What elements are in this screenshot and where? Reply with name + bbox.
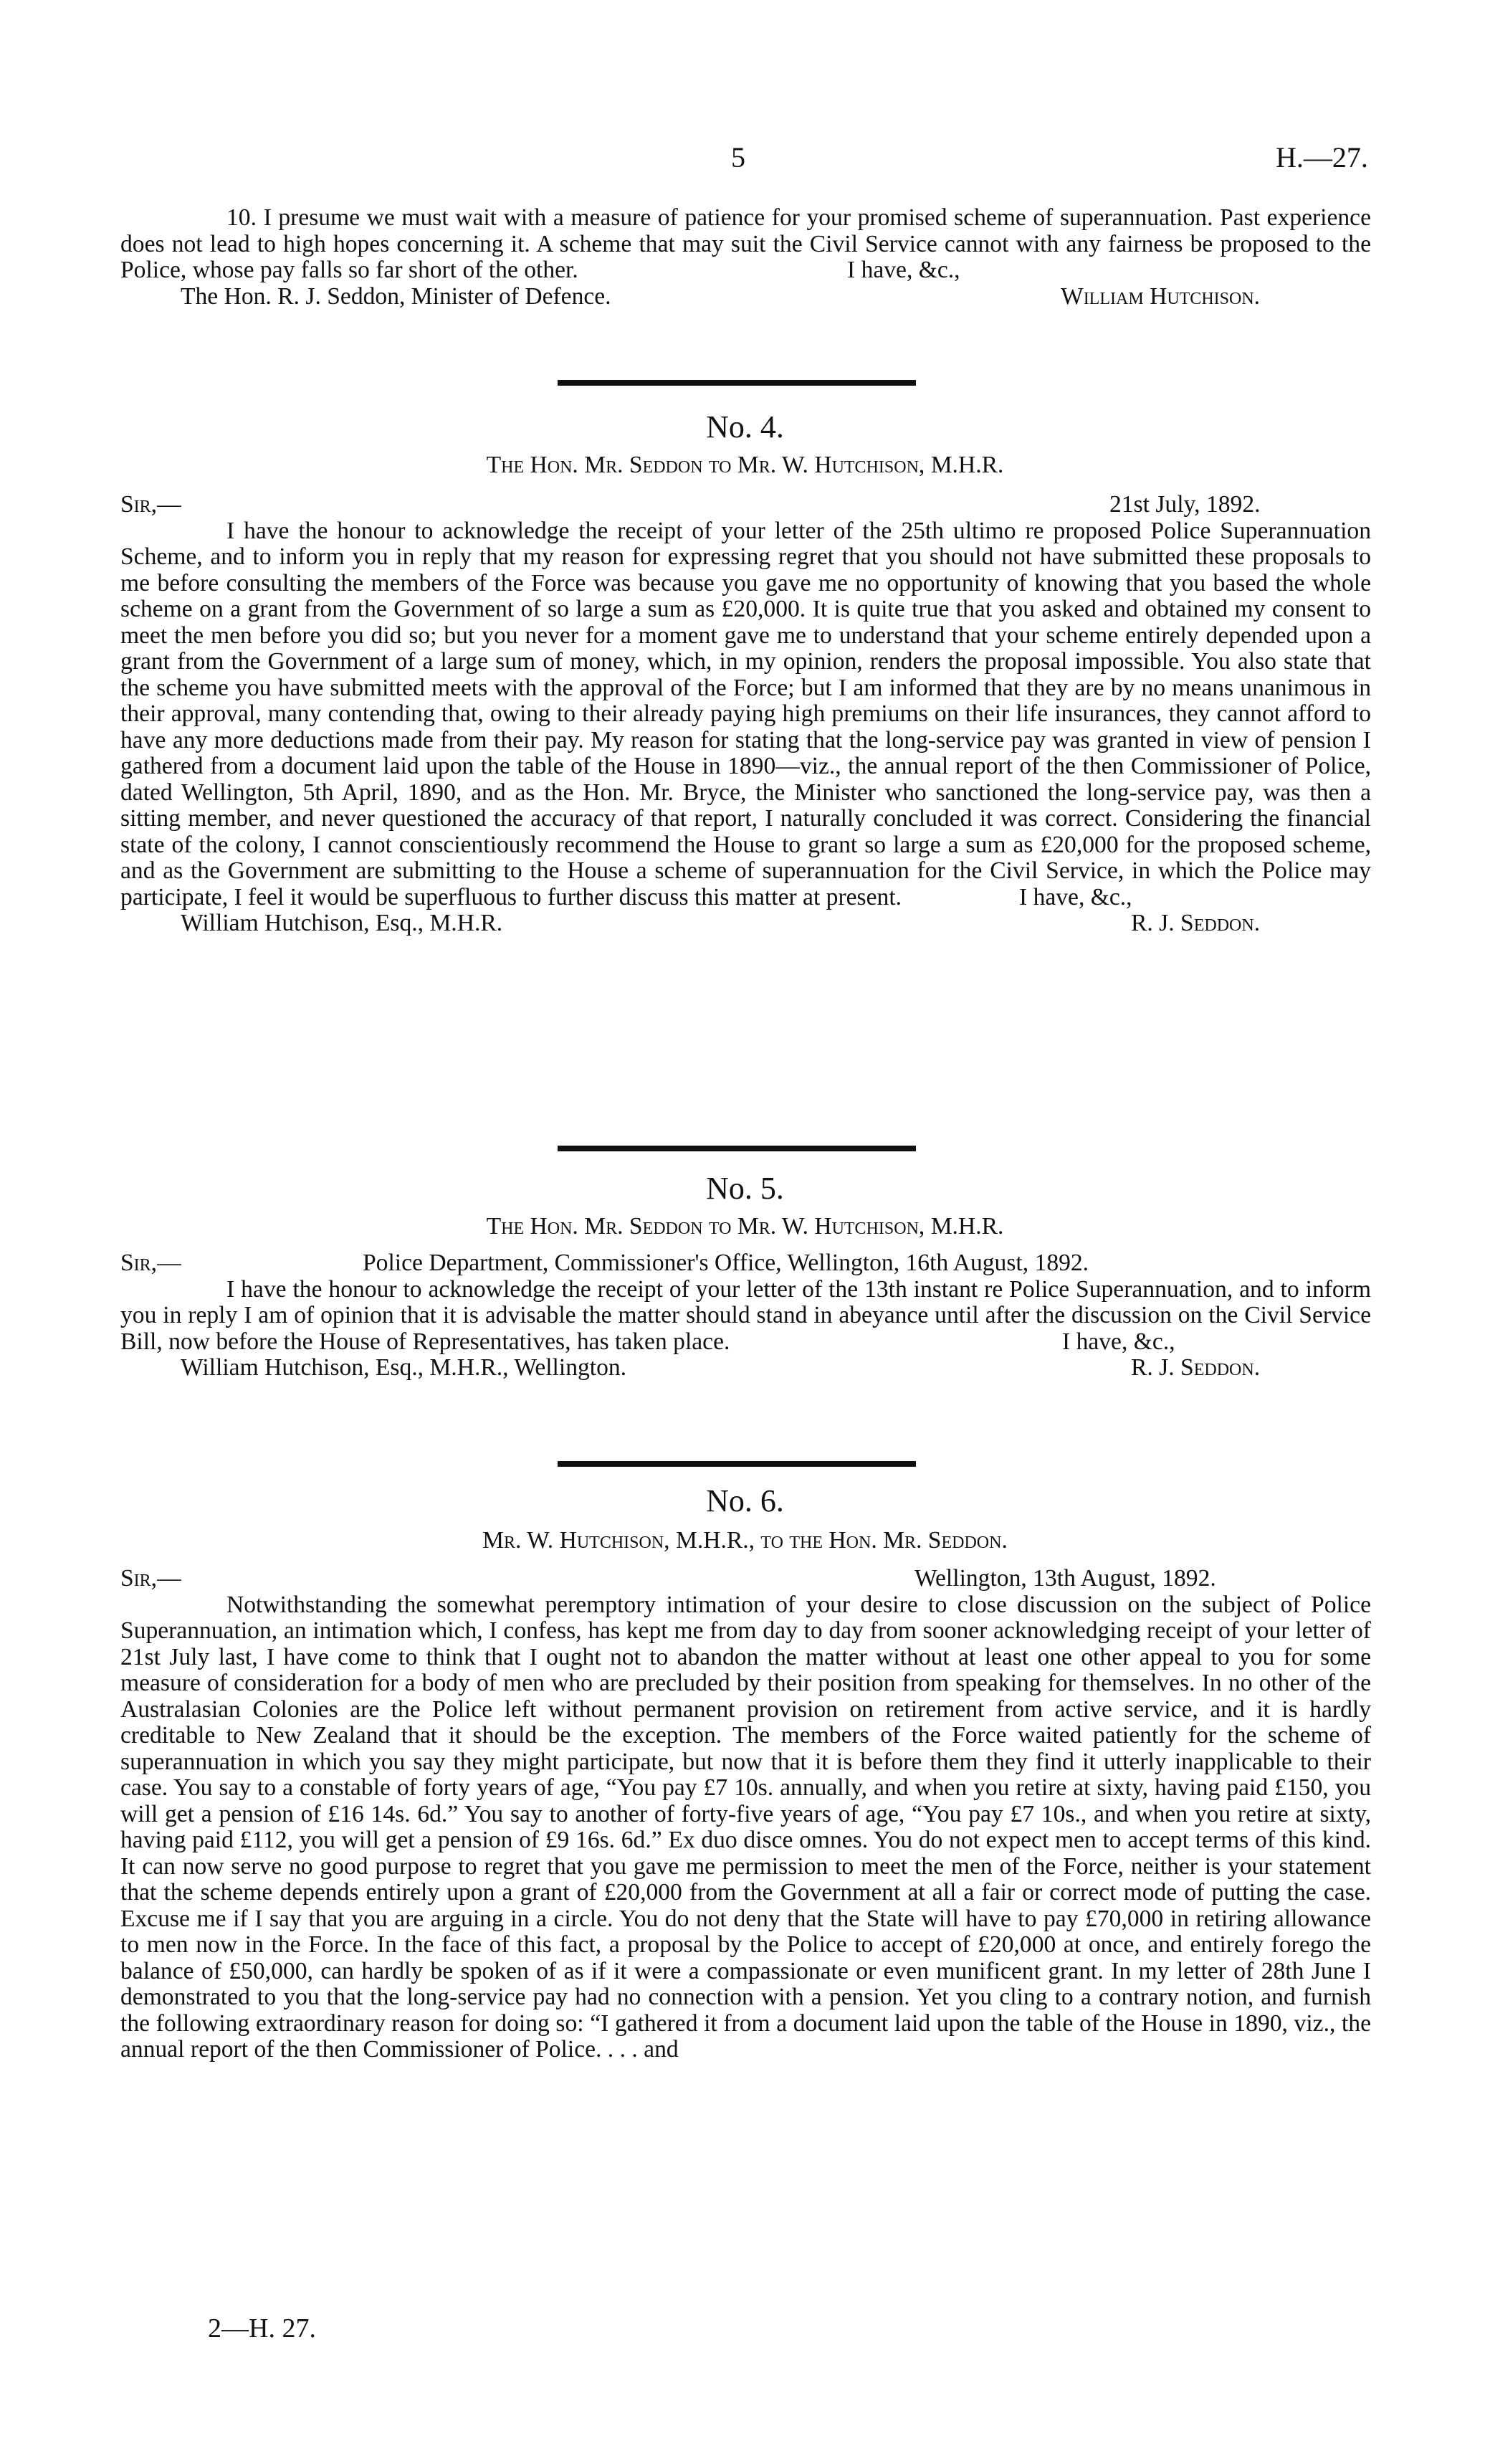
- signature: R. J. Seddon.: [1131, 910, 1261, 936]
- salutation: Sir,—: [120, 491, 181, 518]
- signature: William Hutchison.: [1061, 282, 1261, 310]
- letter-subheading-no4: The Hon. Mr. Seddon to Mr. W. Hutchison, M.H.R.: [486, 452, 1004, 478]
- letter-date: 21st July, 1892.: [1109, 491, 1261, 518]
- letter-body: Notwithstanding the somewhat peremptory intimation of your desire to close discussion on the subject of Police Superannuation, an intimation which, I confess, has kept me from day to day from sooner acknowledging receipt of your letter of 21st July last, I have come to think that I ought not to abandon the matter without at least one other appeal to you for some measure of consideration for a body of men who are precluded by their position from speaking for themselves. In no other of the Australasian Colonies are the Police left without permanent provision on retirement from active service, and it is hardly creditable to New Zealand that it should be the exception. The members of the Force waited patiently for the scheme of superannuation in which you say they might participate, but now that it is before them they find it utterly inapplicable to their case. You say to a constable of forty years of age, “You pay £7 10s. annually, and when you retire at sixty, having paid £150, you will get a pension of £16 14s. 6d.” You say to another of forty-five years of age, “You pay £7 10s., and when you retire at sixty, having paid £112, you will get a pension of £9 16s. 6d.” Ex duo disce omnes. You do not expect men to accept terms of this kind. It can now serve no good purpose to regret that you gave me permission to meet the men of the Force, neither is your statement that the scheme depends entirely upon a grant of £20,000 from the Government at all a fair or correct mode of putting the case. Excuse me if I say that you are arguing in a circle. You do not deny that the State will have to pay £70,000 in retiring allowance to men now in the Force. In the face of this fact, a proposal by the Police to accept of £20,000 at once, and entirely forego the balance of £50,000, can hardly be spoken of as if it were a compassionate or even munificent grant. In my letter of 28th June I demonstrated to you that the long-service pay had no connection with a pension. Yet you cling to a contrary notion, and furnish the following extraordinary reason for doing so: “I gathered it from a document laid upon the table of the House in 1890, viz., the annual report of the then Commissioner of Police. . . . and: [120, 1591, 1371, 2063]
- paragraph-10-text: I presume we must wait with a measure of patience for your promised scheme of superannuation. Past experience does not lead to high hopes concerning it. A scheme that may suit the Civil Service cannot with any fairness be proposed to the Police, whose pay falls so far short of the other.: [120, 204, 1371, 283]
- signature-mark: 2—H. 27.: [208, 2313, 316, 2344]
- salutation: Sir,—: [120, 1250, 181, 1276]
- section-divider: [558, 1146, 916, 1151]
- section-divider: [558, 380, 916, 386]
- letter-subheading-no6: Mr. W. Hutchison, M.H.R., to the Hon. Mr. Seddon.: [482, 1527, 1008, 1554]
- section-divider: [558, 1461, 916, 1467]
- letter-no6: [120, 1566, 1371, 2063]
- letter-heading-no5: No. 5.: [706, 1171, 784, 1206]
- letter-date: Wellington, 13th August, 1892.: [914, 1565, 1216, 1592]
- letter-no5: [120, 1250, 1371, 1381]
- addressee: William Hutchison, Esq., M.H.R.: [181, 910, 503, 936]
- closing: I have, &c.,: [847, 257, 960, 283]
- addressee: William Hutchison, Esq., M.H.R., Wellington.: [181, 1354, 627, 1381]
- signature: R. J. Seddon.: [1131, 1354, 1261, 1381]
- letter-no4: [120, 492, 1371, 937]
- closing: I have, &c.,: [1019, 883, 1132, 910]
- letter-date: Police Department, Commissioner's Office, Wellington, 16th August, 1892.: [363, 1250, 1089, 1276]
- closing: I have, &c.,: [1062, 1328, 1175, 1355]
- letter3-end-section: [120, 205, 1371, 310]
- letter-body: I have the honour to acknowledge the receipt of your letter of the 13th instant re Police Superannuation, and to inform you in reply I am of opinion that it is advisable the matter should stand in abeyance until after the discussion on the Civil Service Bill, now before the House of Representatives, has taken place.: [120, 1275, 1371, 1355]
- addressee: The Hon. R. J. Seddon, Minister of Defence.: [181, 282, 611, 310]
- letter-subheading-no5: The Hon. Mr. Seddon to Mr. W. Hutchison, M.H.R.: [486, 1213, 1004, 1240]
- document-reference: H.—27.: [1276, 141, 1368, 173]
- letter-heading-no4: No. 4.: [706, 409, 784, 444]
- paragraph-number: 10.: [226, 204, 257, 231]
- salutation: Sir,—: [120, 1565, 181, 1592]
- letter-body: I have the honour to acknowledge the receipt of your letter of the 25th ultimo re proposed Police Superannuation Scheme, and to inform you in reply that my reason for expressing regret that you should not have submitted these proposals to me before consulting the members of the Force was because you gave me no opportunity of knowing that you based the whole scheme on a grant from the Government of so large a sum as £20,000. It is quite true that you asked and obtained my consent to meet the men before you did so; but you never for a moment gave me to understand that your scheme entirely depended upon a grant from the Government of a large sum of money, which, in my opinion, renders the proposal impossible. You also state that the scheme you have submitted meets with the approval of the Force; but I am informed that they are by no means unanimous in their approval, many contending that, owing to their already paying high premiums on their life insurances, they cannot afford to have any more deductions made from their pay. My reason for stating that the long-service pay was granted in view of pension I gathered from a document laid upon the table of the House in 1890—viz., the annual report of the then Commissioner of Police, dated Wellington, 5th April, 1890, and as the Hon. Mr. Bryce, the Minister who sanctioned the long-service pay, was then a sitting member, and never questioned the accuracy of that report, I naturally concluded it was correct. Considering the financial state of the colony, I cannot conscientiously recommend the House to grant so large a sum as £20,000 for the proposed scheme, and as the Government are submitting to the House a scheme of superannuation for the Civil Service, in which the Police may participate, I feel it would be superfluous to further discuss this matter at present.: [120, 517, 1371, 910]
- page-number: 5: [731, 141, 745, 173]
- letter-heading-no6: No. 6.: [706, 1483, 784, 1518]
